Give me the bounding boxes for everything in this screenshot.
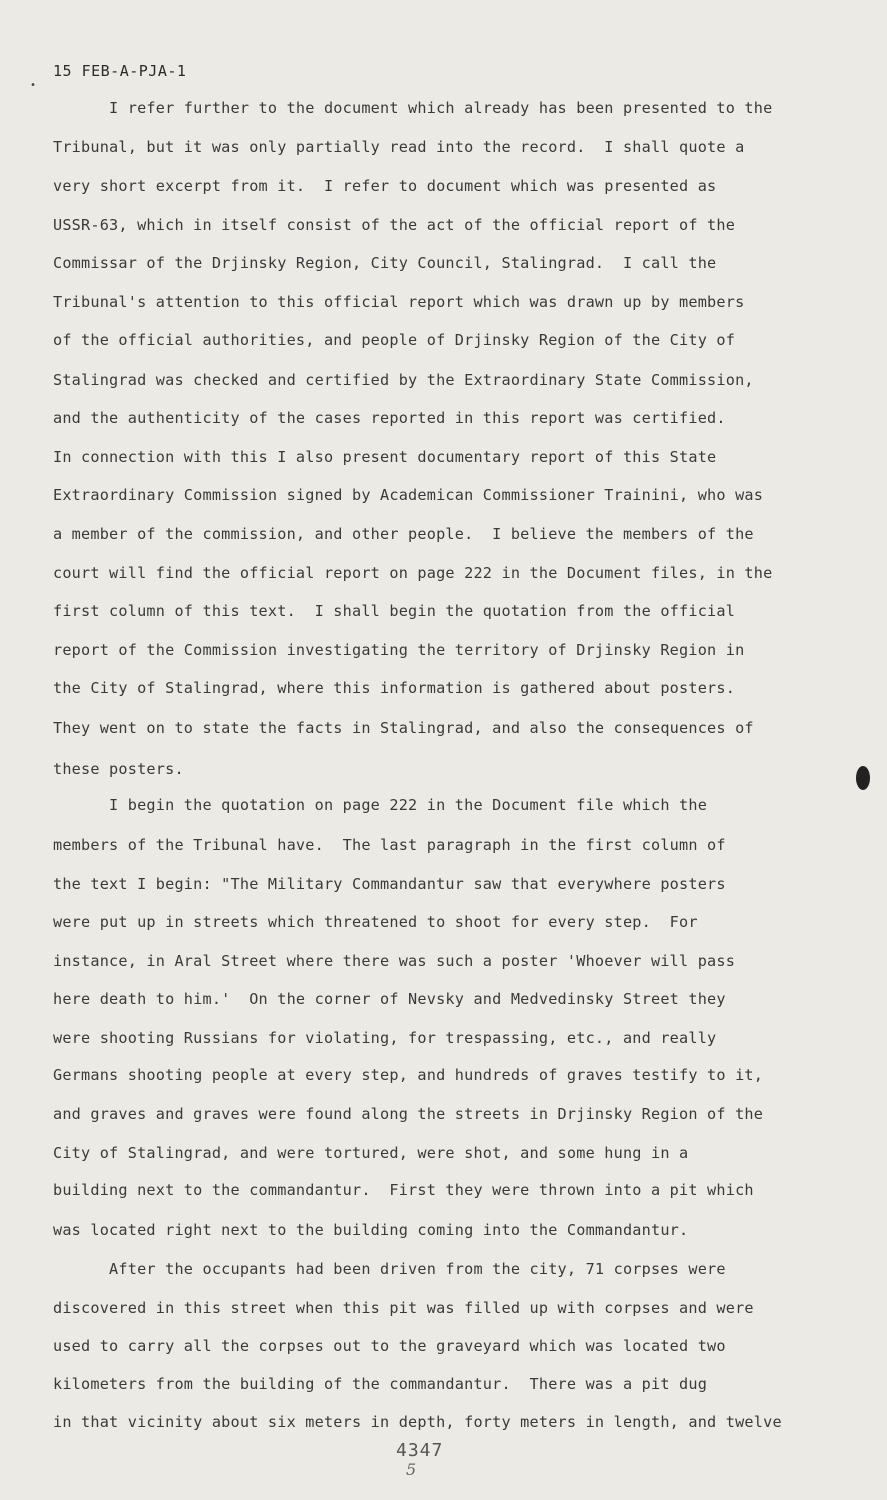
text-line: Germans shooting people at every step, and hundreds of graves testify to it, [53,1066,764,1084]
text-line: USSR-63, which in itself consist of the act of the official report of the [53,216,736,234]
text-line: City of Stalingrad, and were tortured, were shot, and some hung in a [53,1144,689,1162]
text-line: Commissar of the Drjinsky Region, City Council, Stalingrad. I call the [53,254,717,272]
text-line: of the official authorities, and people of Drjinsky Region of the City of [53,331,736,349]
text-line: members of the Tribunal have. The last paragraph in the first column of [53,836,726,854]
text-line: first column of this text. I shall begin the quotation from the official [53,602,736,620]
text-line: Stalingrad was checked and certified by the Extraordinary State Commission, [53,371,754,389]
text-line: I begin the quotation on page 222 in the Document file which the [53,796,708,814]
text-line: and the authenticity of the cases reported in this report was certified. [53,409,726,427]
text-line: here death to him.' On the corner of Nevsky and Medvedinsky Street they [53,990,726,1008]
text-line: and graves and graves were found along the streets in Drjinsky Region of the [53,1105,764,1123]
text-line: in that vicinity about six meters in depth, forty meters in length, and twelve [53,1413,782,1431]
document-reference: 15 FEB-A-PJA-1 [53,62,187,80]
page-number: 4347 [396,1440,444,1461]
text-line: a member of the commission, and other people. I believe the members of the [53,525,754,543]
binder-hole [856,766,870,790]
text-line: these posters. [53,760,184,778]
text-line: the City of Stalingrad, where this information is gathered about posters. [53,679,736,697]
text-line: were shooting Russians for violating, for trespassing, etc., and really [53,1029,717,1047]
text-line: kilometers from the building of the commandantur. There was a pit dug [53,1375,708,1393]
handwritten-page-mark: 5 [406,1460,417,1479]
text-line: very short excerpt from it. I refer to document which was presented as [53,177,717,195]
text-line: discovered in this street when this pit was filled up with corpses and were [53,1299,754,1317]
text-line: In connection with this I also present documentary report of this State [53,448,717,466]
text-line: court will find the official report on page 222 in the Document files, in the [53,564,773,582]
text-line: report of the Commission investigating the territory of Drjinsky Region in [53,641,745,659]
text-line: used to carry all the corpses out to the graveyard which was located two [53,1337,726,1355]
text-line: was located right next to the building coming into the Commandantur. [53,1221,689,1239]
text-line: building next to the commandantur. First they were thrown into a pit which [53,1181,754,1199]
text-line: I refer further to the document which already has been presented to the [53,99,773,117]
text-line: Extraordinary Commission signed by Academican Commissioner Trainini, who was [53,486,764,504]
text-line: were put up in streets which threatened to shoot for every step. For [53,913,698,931]
margin-mark: • [30,80,37,91]
text-line: Tribunal, but it was only partially read into the record. I shall quote a [53,138,745,156]
text-line: Tribunal's attention to this official report which was drawn up by members [53,293,745,311]
text-line: After the occupants had been driven from the city, 71 corpses were [53,1260,726,1278]
text-line: the text I begin: "The Military Commandantur saw that everywhere posters [53,875,726,893]
text-line: instance, in Aral Street where there was such a poster 'Whoever will pass [53,952,736,970]
text-line: They went on to state the facts in Stalingrad, and also the consequences of [53,719,754,737]
